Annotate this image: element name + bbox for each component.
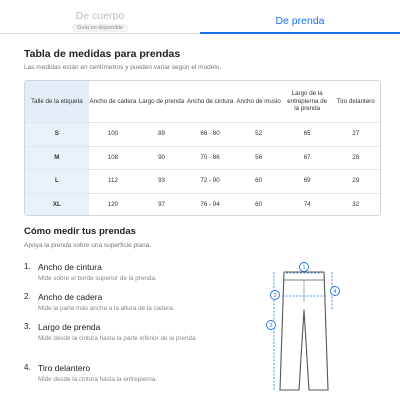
step-number: 1. xyxy=(24,262,31,271)
howto-subtitle: Apoya la prenda sobre una superficie plana. xyxy=(24,242,152,249)
table-cell: 72 - 90 xyxy=(200,177,220,185)
table-cell: 100 xyxy=(107,130,119,138)
table-header-row xyxy=(25,81,380,123)
table-cell: 90 xyxy=(158,153,165,161)
table-header-cell: Largo de la entrepierna de la prenda xyxy=(287,89,328,113)
step-number: 2. xyxy=(24,292,31,301)
table-cell: 112 xyxy=(108,177,118,185)
size-guide-tabs xyxy=(0,0,400,34)
table-cell: 97 xyxy=(158,201,165,209)
marker-2 xyxy=(271,291,280,300)
pants-measure-diagram xyxy=(262,258,346,394)
size-table-title: Tabla de medidas para prendas xyxy=(24,48,181,60)
table-cell: 93 xyxy=(158,177,165,185)
marker-2-label: 2 xyxy=(273,293,277,300)
unavailable-badge: Guía no disponible xyxy=(72,24,128,32)
step-title: Tiro delantero xyxy=(38,363,91,373)
table-cell: 120 xyxy=(107,201,119,209)
table-cell: 66 - 80 xyxy=(200,130,220,138)
size-table-subtitle: Las medidas están en centímetros y pueden variar según el modelo. xyxy=(24,64,222,71)
table-row xyxy=(25,147,380,171)
table-row xyxy=(25,170,380,194)
table-cell: 74 xyxy=(303,201,311,209)
table-row xyxy=(25,194,380,217)
step-description: Mide sobre el borde superior de la prenda. xyxy=(38,275,157,282)
table-header-cell: Largo de prenda xyxy=(138,97,185,105)
size-table xyxy=(24,80,381,216)
table-cell: 67 xyxy=(303,153,311,161)
step-description: Mide desde la cintura hasta la parte inferior de la prenda. xyxy=(38,335,198,342)
table-cell: 69 xyxy=(303,177,311,185)
table-cell: 60 xyxy=(255,201,263,209)
marker-3 xyxy=(267,321,276,330)
step-title: Ancho de cintura xyxy=(38,262,102,272)
howto-title: Cómo medir tus prendas xyxy=(24,226,136,237)
step-number: 3. xyxy=(24,322,31,331)
size-label-cell: XL xyxy=(25,194,89,217)
size-label-cell: M xyxy=(25,147,89,170)
tab-de-prenda-label: De prenda xyxy=(275,15,325,27)
table-header-cell: Tiro delantero xyxy=(336,97,375,105)
table-cell: 28 xyxy=(352,153,360,161)
table-header-cell: Ancho de cintura xyxy=(186,97,234,105)
table-header-cell: Talle de la etiqueta xyxy=(25,81,89,122)
table-cell: 56 xyxy=(255,153,263,161)
table-cell: 32 xyxy=(352,201,360,209)
table-cell: 29 xyxy=(352,177,360,185)
table-cell: 108 xyxy=(107,153,119,161)
step-description: Mide desde la cintura hasta la entrepierna. xyxy=(38,376,158,383)
marker-1 xyxy=(300,263,309,272)
marker-3-label: 3 xyxy=(269,323,273,330)
table-cell: 60 xyxy=(255,177,263,185)
size-label-cell: S xyxy=(25,123,89,146)
table-cell: 52 xyxy=(255,130,263,138)
table-header-cell: Ancho de muslo xyxy=(236,97,281,105)
table-header-cell: Ancho de cadera xyxy=(89,97,137,105)
marker-4-label: 4 xyxy=(333,289,337,296)
size-label-cell: L xyxy=(25,170,89,193)
tab-de-cuerpo-label: De cuerpo xyxy=(75,10,125,22)
step-number: 4. xyxy=(24,363,31,372)
tab-de-cuerpo[interactable] xyxy=(0,0,200,34)
step-title: Largo de prenda xyxy=(38,322,101,332)
table-cell: 65 xyxy=(303,130,311,138)
table-cell: 27 xyxy=(352,130,360,138)
marker-4 xyxy=(331,287,340,296)
table-cell: 76 - 94 xyxy=(200,201,220,209)
table-cell: 70 - 86 xyxy=(200,153,220,161)
marker-1-label: 1 xyxy=(302,265,306,272)
table-cell: 89 xyxy=(158,130,165,138)
step-description: Mide la parte más ancha a la altura de la cadera. xyxy=(38,305,175,312)
step-title: Ancho de cadera xyxy=(38,292,103,302)
tab-de-prenda[interactable] xyxy=(200,0,400,34)
table-row xyxy=(25,123,380,147)
